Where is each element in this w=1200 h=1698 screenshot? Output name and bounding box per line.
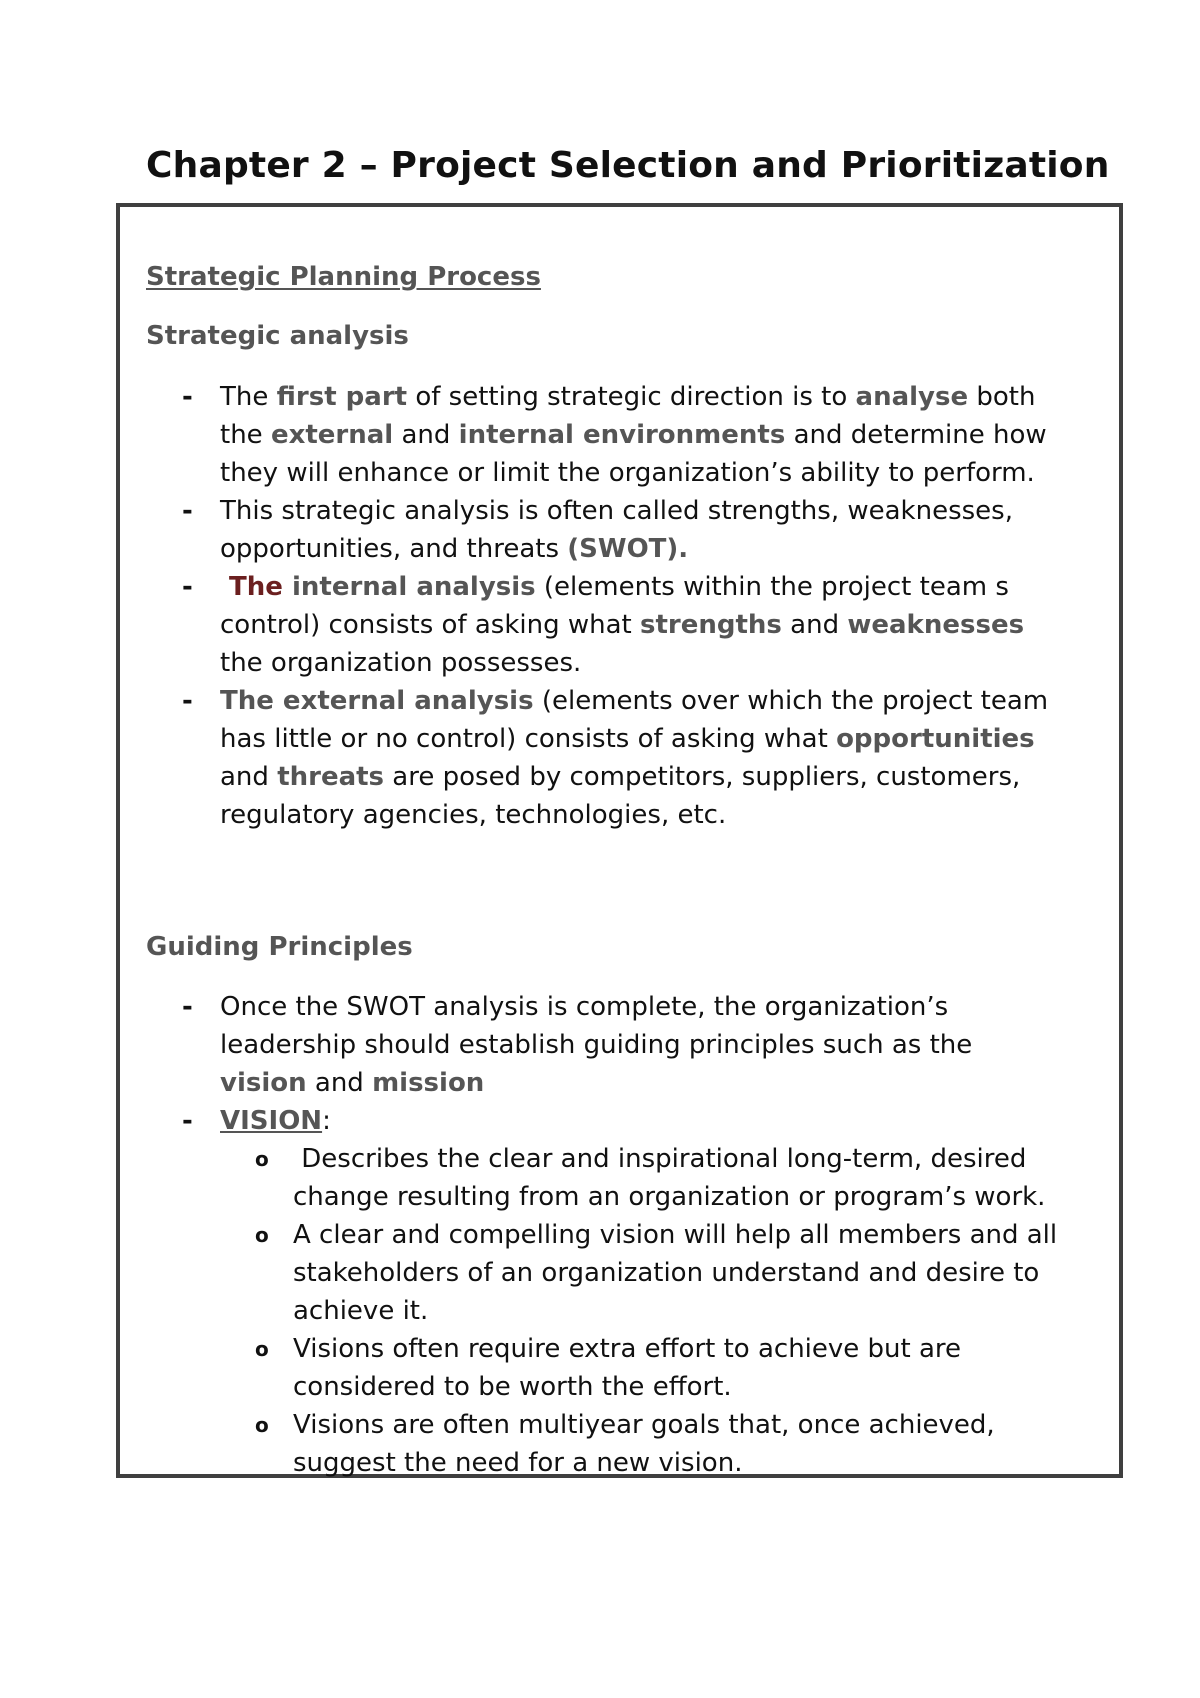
list-item: - VISION: — [0, 1102, 1200, 1140]
list-item: - This strategic analysis is often called strengths, weaknesses, opportunities, and threats (SWOT). — [0, 492, 1200, 568]
dash-bullet: - — [182, 496, 193, 526]
dash-bullet: - — [182, 686, 193, 716]
page-title: Chapter 2 – Project Selection and Prioritization — [146, 145, 1110, 186]
vision-item: o Visions often require extra effort to achieve but are considered to be worth the effort. — [0, 1330, 1200, 1406]
vision-item: o Visions are often multiyear goals that, once achieved, suggest the need for a new vision. — [0, 1406, 1200, 1482]
list-item: - The external analysis (elements over which the project team has little or no control) consists of asking what opportunities and threats are posed by competitors, suppliers, customers, regulatory agencies, technologies, etc. — [0, 682, 1200, 834]
circle-bullet: o — [255, 1413, 269, 1437]
heading-guiding-principles: Guiding Principles — [146, 932, 413, 962]
heading-strategic-analysis: Strategic analysis — [146, 321, 409, 351]
vision-item: o A clear and compelling vision will help all members and all stakeholders of an organization understand and desire to achieve it. — [0, 1216, 1200, 1330]
vision-item: o Describes the clear and inspirational long-term, desired change resulting from an organization or program’s work. — [0, 1140, 1200, 1216]
dash-bullet: - — [182, 1106, 193, 1136]
circle-bullet: o — [255, 1337, 269, 1361]
list-item: - Once the SWOT analysis is complete, the organization’s leadership should establish guiding principles such as the vision and mission — [0, 988, 1200, 1102]
heading-strategic-planning-process: Strategic Planning Process — [146, 262, 541, 292]
vision-sublist — [0, 1140, 1200, 1482]
dash-bullet: - — [182, 992, 193, 1022]
list-item: - The internal analysis (elements within the project team s control) consists of asking what strengths and weaknesses the organization possesses. — [0, 568, 1200, 682]
vision-label: VISION — [220, 1106, 323, 1136]
circle-bullet: o — [255, 1223, 269, 1247]
dash-bullet: - — [182, 382, 193, 412]
list-item: - The first part of setting strategic direction is to analyse both the external and internal environments and determine how they will enhance or limit the organization’s ability to perform. — [0, 378, 1200, 492]
circle-bullet: o — [255, 1147, 269, 1171]
guiding-principles-list — [0, 988, 1200, 1140]
strategic-analysis-list — [0, 378, 1200, 834]
dash-bullet: - — [182, 572, 193, 602]
